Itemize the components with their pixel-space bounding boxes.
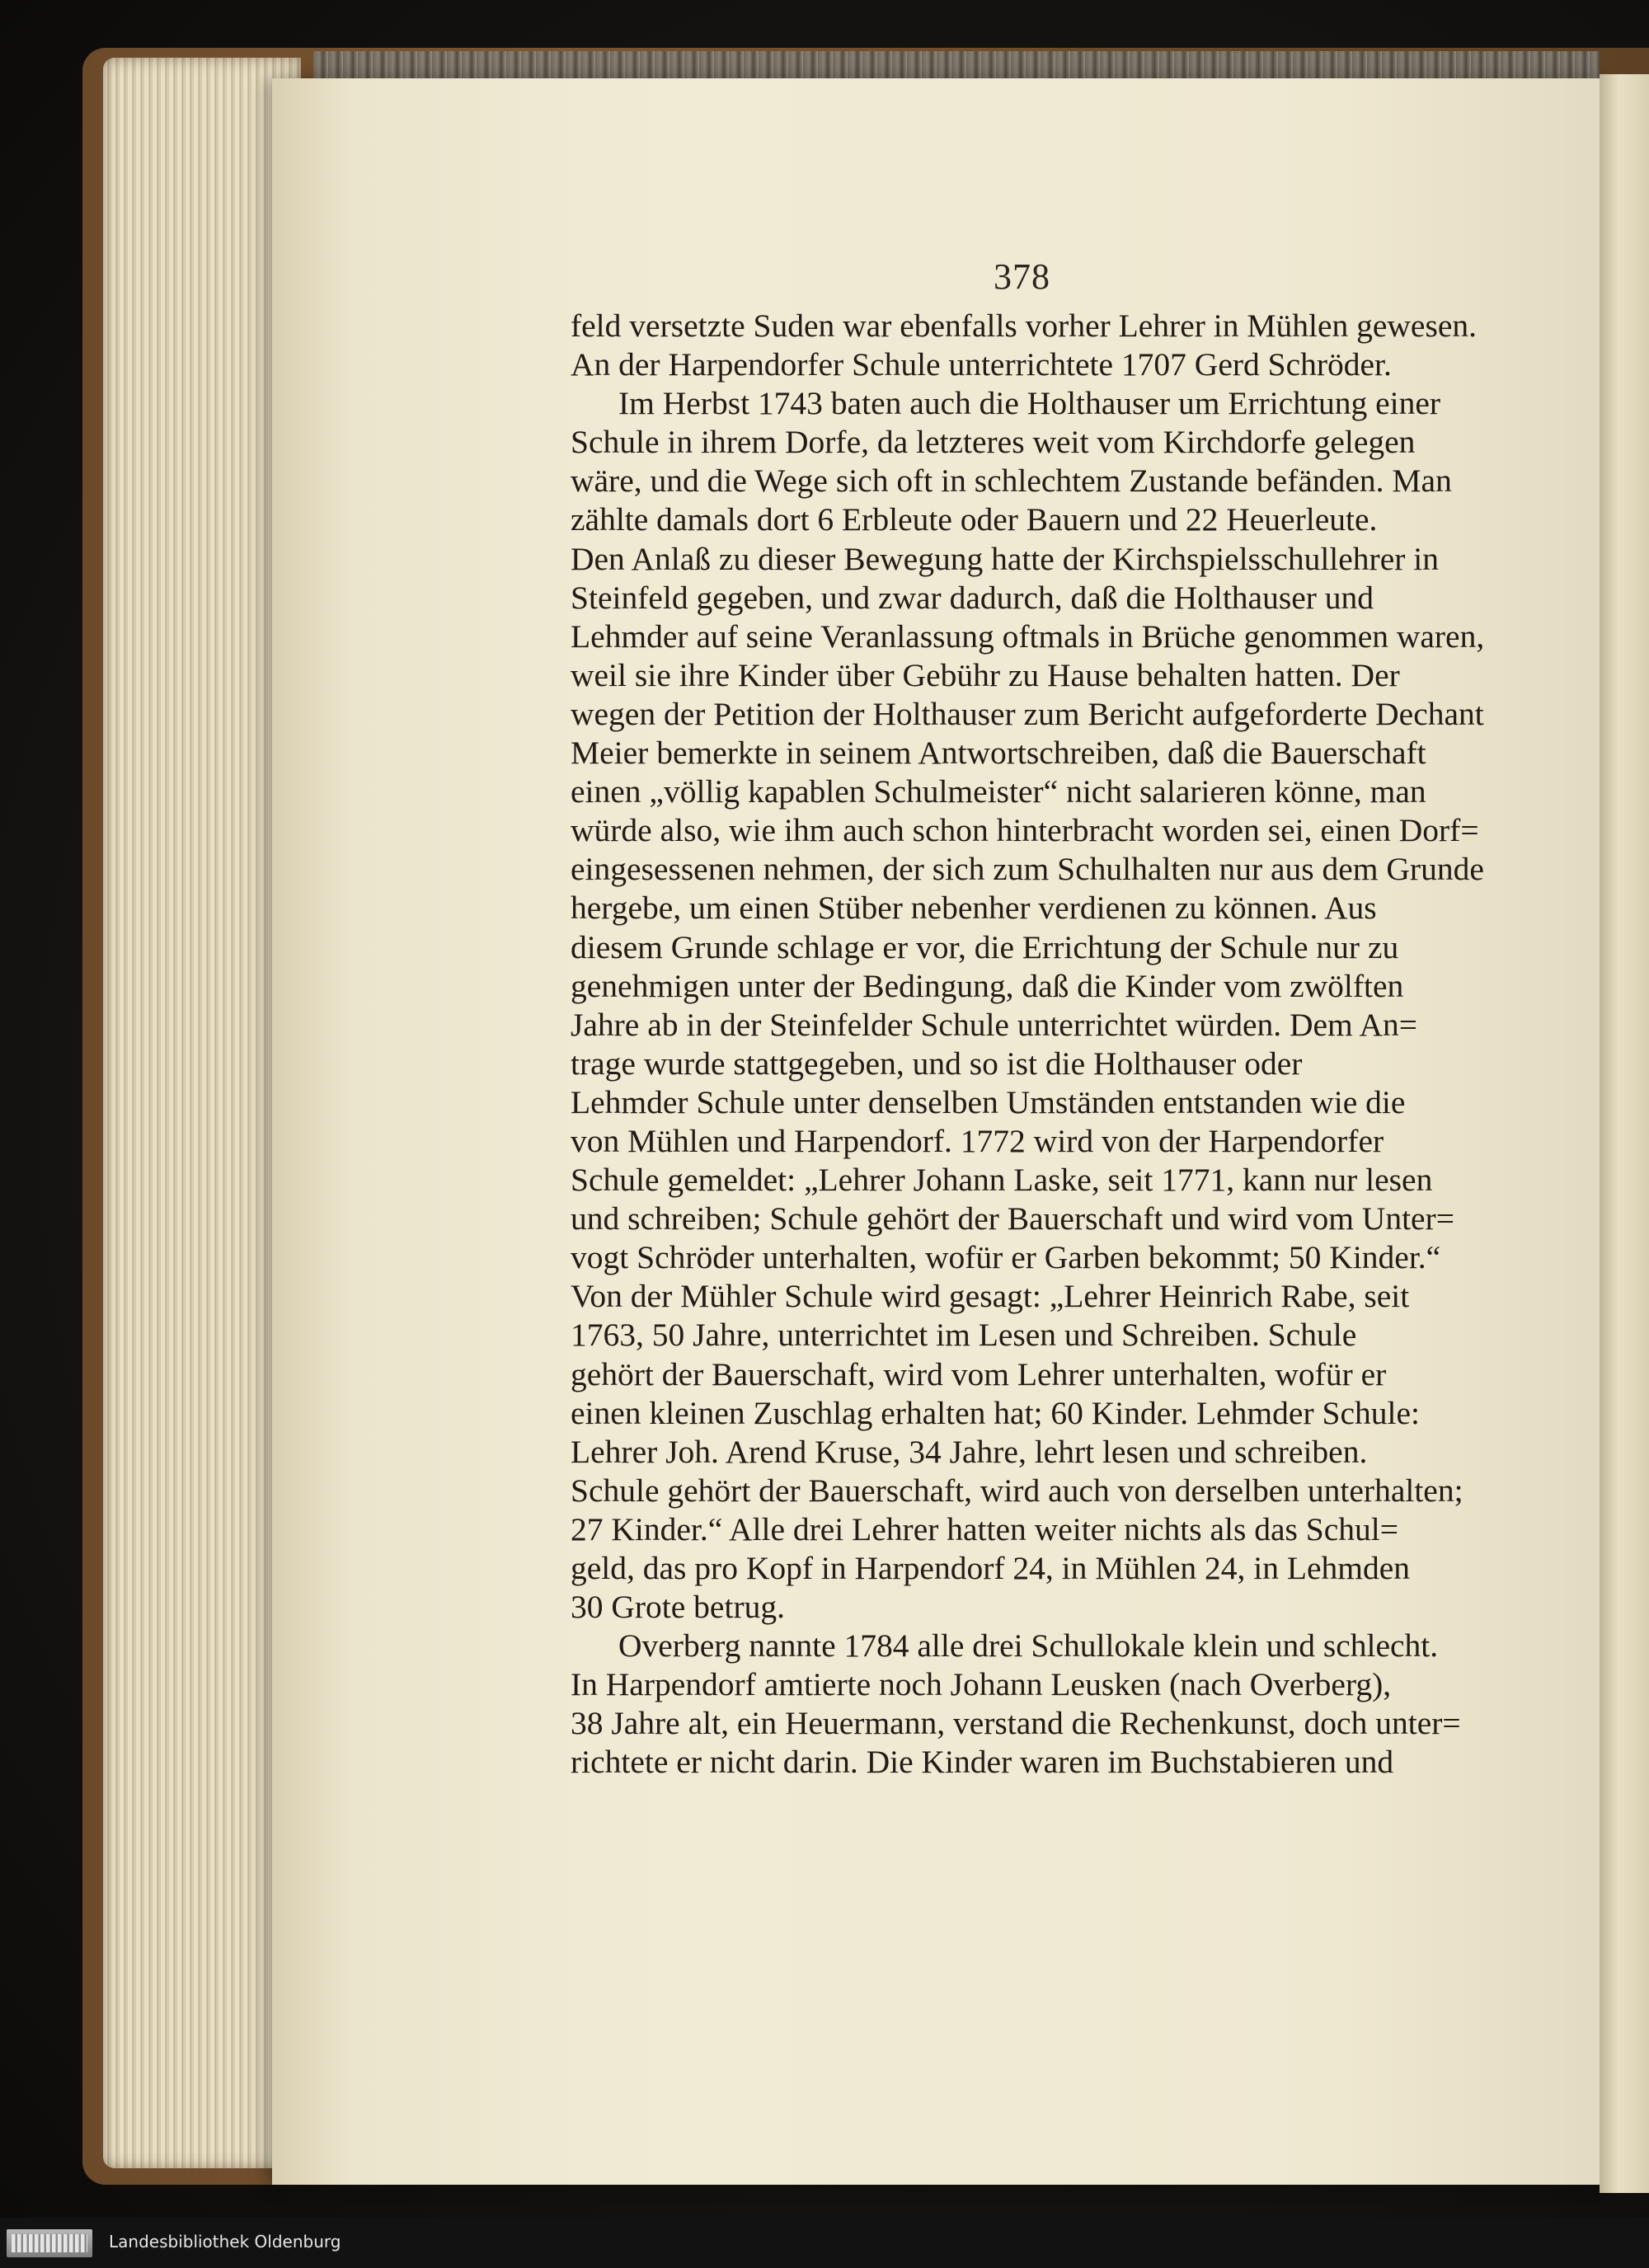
text-line: richtete er nicht darin. Die Kinder waren im Buchstabieren und [571, 1744, 1394, 1781]
text-line: Schule gemeldet: „Lehrer Johann Laske, seit 1771, kann nur lesen [571, 1162, 1433, 1199]
text-line: 27 Kinder.“ Alle drei Lehrer hatten weiter nichts als das Schul= [571, 1510, 1398, 1547]
text-line: trage wurde stattgegeben, und so ist die Holthauser oder [571, 1045, 1303, 1082]
text-line: Schule gehört der Bauerschaft, wird auch von derselben unterhalten; [571, 1472, 1463, 1509]
text-line: einen „völlig kapablen Schulmeister“ nicht salarieren könne, man [571, 773, 1426, 810]
text-line: weil sie ihre Kinder über Gebühr zu Hause behalten hatten. Der [571, 656, 1400, 693]
text-line: genehmigen unter der Bedingung, daß die Kinder vom zwölften [571, 967, 1404, 1004]
text-line: Overberg nannte 1784 alle drei Schullokale klein und schlecht. [618, 1627, 1439, 1665]
text-line: hergebe, um einen Stüber nebenher verdienen zu können. Aus [571, 890, 1377, 927]
page-text [571, 307, 1527, 1782]
page-edges [103, 58, 301, 2168]
text-line: Von der Mühler Schule wird gesagt: „Lehrer Heinrich Rabe, seit [571, 1278, 1410, 1315]
library-columns-icon [12, 2234, 87, 2252]
text-line: Lehmder Schule unter denselben Umständen entstanden wie die [571, 1083, 1406, 1120]
text-line: gehört der Bauerschaft, wird vom Lehrer unterhalten, wofür er [571, 1355, 1387, 1392]
text-line: 38 Jahre alt, ein Heuermann, verstand die Rechenkunst, doch unter= [571, 1705, 1461, 1742]
text-line: Lehmder auf seine Veranlassung oftmals in Brüche genommen waren, [571, 617, 1485, 655]
text-line: feld versetzte Suden war ebenfalls vorher Lehrer in Mühlen gewesen. [571, 308, 1477, 344]
library-building-icon [7, 2229, 92, 2257]
text-line: und schreiben; Schule gehört der Bauerschaft und wird vom Unter= [571, 1200, 1455, 1237]
library-name: Landesbibliothek Oldenburg [109, 2232, 341, 2252]
text-line: einen kleinen Zuschlag erhalten hat; 60 Kinder. Lehmder Schule: [571, 1394, 1420, 1431]
text-line: geld, das pro Kopf in Harpendorf 24, in Mühlen 24, in Lehmden [571, 1550, 1411, 1586]
text-line: würde also, wie ihm auch schon hinterbracht worden sei, einen Dorf= [571, 812, 1479, 849]
text-line: eingesessenen nehmen, der sich zum Schulhalten nur aus dem Grunde [571, 851, 1484, 888]
text-line: In Harpendorf amtierte noch Johann Leusken (nach Overberg), [571, 1666, 1392, 1703]
text-line: Schule in ihrem Dorfe, da letzteres weit vom Kirchdorfe gelegen [571, 424, 1416, 461]
text-line: diesem Grunde schlage er vor, die Errichtung der Schule nur zu [571, 928, 1399, 965]
text-line: wegen der Petition der Holthauser zum Bericht aufgeforderte Dechant [571, 695, 1484, 732]
text-line: Meier bemerkte in seinem Antwortschreiben, daß die Bauerschaft [571, 735, 1426, 772]
text-line: 30 Grote betrug. [571, 1589, 785, 1626]
text-line: Steinfeld gegeben, und zwar dadurch, daß die Holthauser und [571, 579, 1374, 616]
text-line: wäre, und die Wege sich oft in schlechtem Zustande befänden. Man [571, 463, 1452, 500]
text-line: Jahre ab in der Steinfelder Schule unterrichtet würden. Dem An= [571, 1006, 1417, 1043]
text-line: vogt Schröder unterhalten, wofür er Garben bekommt; 50 Kinder.“ [571, 1239, 1441, 1276]
text-line: Lehrer Joh. Arend Kruse, 34 Jahre, lehrt lesen und schreiben. [571, 1433, 1368, 1470]
facing-page-gutter [1600, 74, 1649, 2193]
page-number: 378 [994, 256, 1050, 297]
text-line: Den Anlaß zu dieser Bewegung hatte der Kirchspielsschullehrer in [571, 540, 1439, 577]
text-line: An der Harpendorfer Schule unterrichtete 1707 Gerd Schröder. [571, 346, 1392, 383]
text-line: von Mühlen und Harpendorf. 1772 wird von der Harpendorfer [571, 1122, 1384, 1159]
text-line: 1763, 50 Jahre, unterrichtet im Lesen und Schreiben. Schule [571, 1317, 1357, 1354]
text-line: Im Herbst 1743 baten auch die Holthauser um Errichtung einer [618, 385, 1441, 422]
text-line: zählte damals dort 6 Erbleute oder Bauern und 22 Heuerleute. [571, 501, 1378, 538]
